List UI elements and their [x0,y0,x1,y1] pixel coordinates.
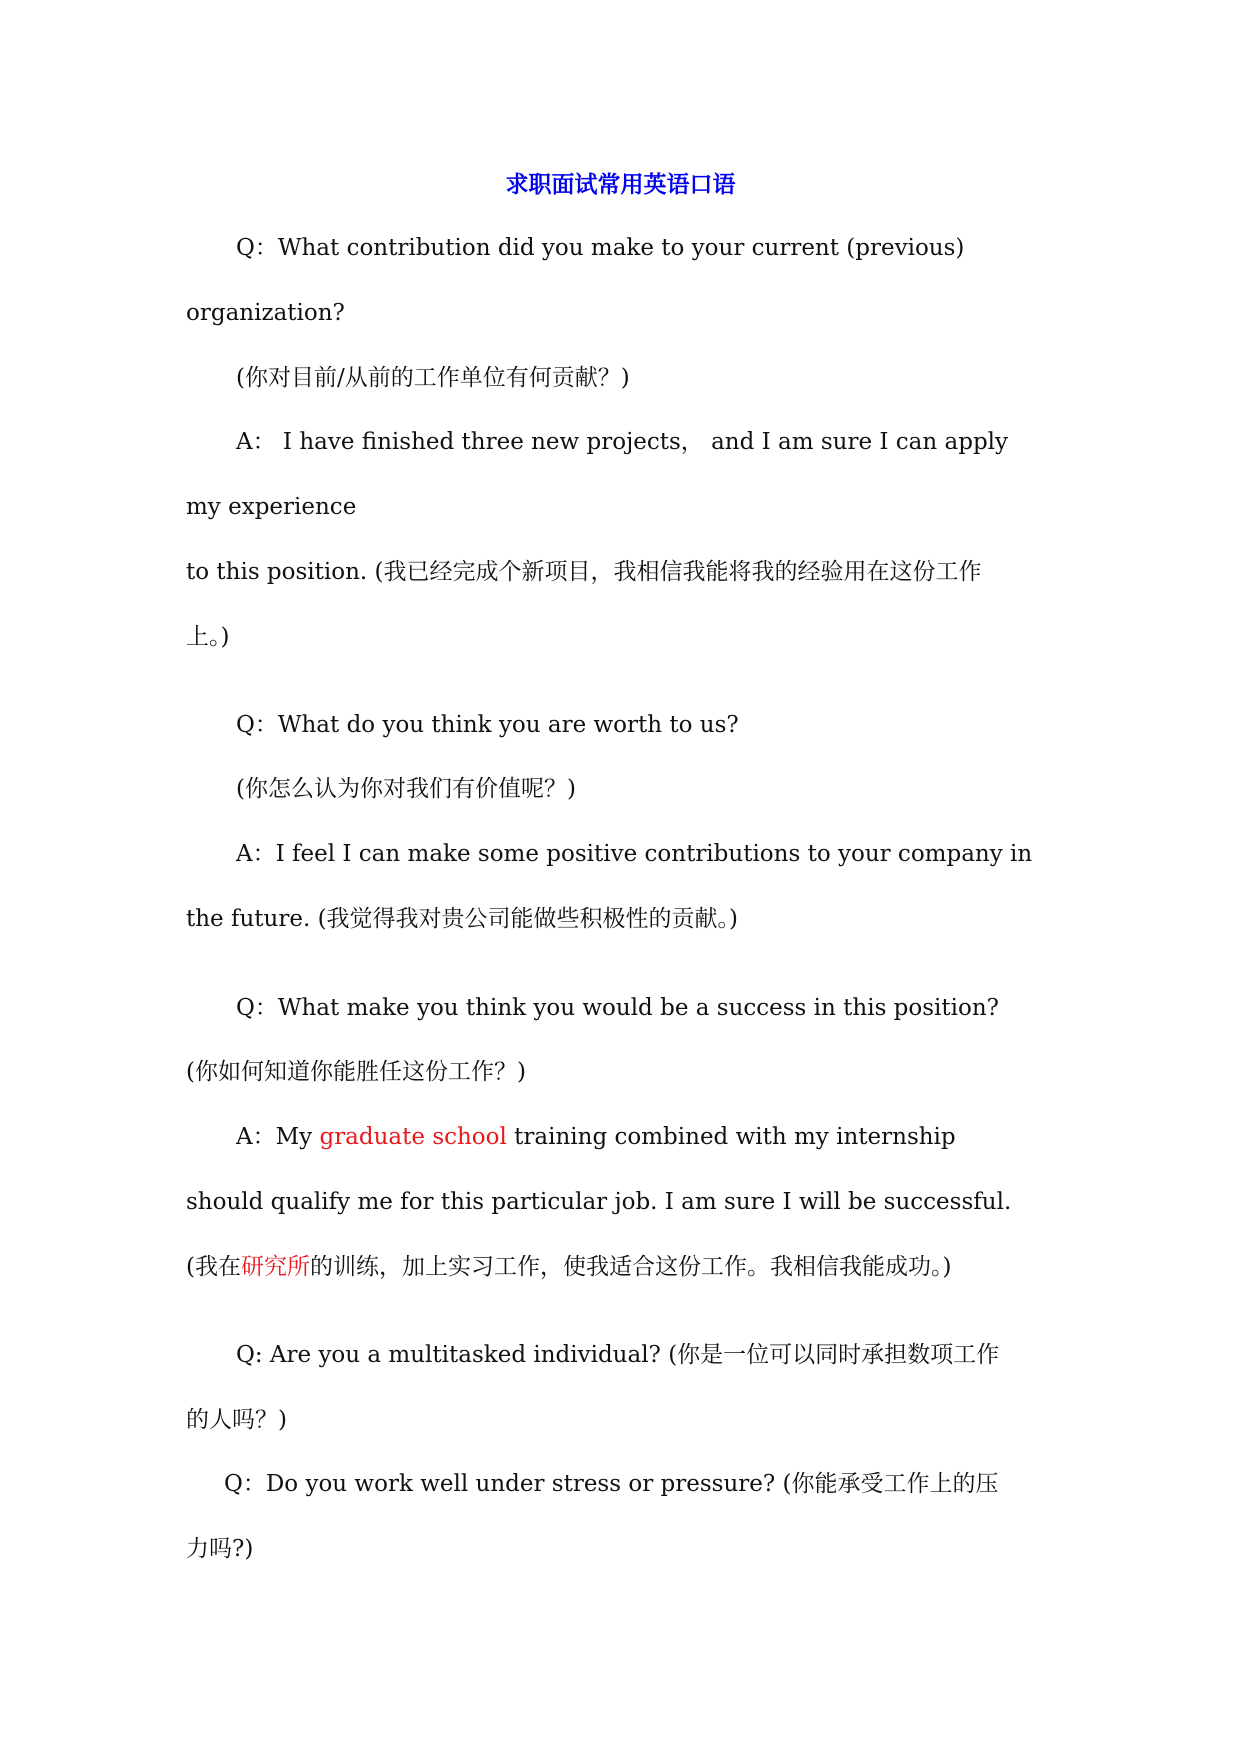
answer-1-continued-2: to this position. (我已经完成个新项目，我相信我能将我的经验用在这份工作 [186,559,982,585]
highlighted-translation: 研究所 [240,1254,310,1280]
question-5-continued: 力吗?) [186,1536,254,1562]
question-2-text: Q：What do you think you are worth to us? [236,712,739,738]
answer-3-prefix: A：My [236,1124,320,1150]
answer-3-suffix: training combined with my internship [506,1124,956,1150]
question-2-translation: (你怎么认为你对我们有价值呢？) [236,776,576,802]
answer-1-continued: my experience [186,494,357,520]
question-1-text: Q：What contribution did you make to your current (previous) [236,235,965,261]
question-5-text: Q：Do you work well under stress or pressure? (你能承受工作上的压 [224,1471,999,1497]
answer-2-text: A：I feel I can make some positive contributions to your company in [236,841,1033,867]
question-1-translation: (你对目前/从前的工作单位有何贡献？) [236,365,630,391]
question-3-text: Q：What make you think you would be a success in this position? [236,995,999,1021]
highlighted-phrase: graduate school [319,1124,507,1150]
answer-3-translation-prefix: (我在 [186,1254,241,1280]
answer-1-text: A： I have finished three new projects， and I am sure I can apply [236,429,1009,455]
answer-1-continued-3: 上。) [186,624,230,650]
question-1-continued: organization? [186,300,345,326]
answer-2-continued: the future. (我觉得我对贵公司能做些积极性的贡献。) [186,906,739,932]
answer-3-translation [186,1252,951,1282]
question-4-text: Q: Are you a multitasked individual? (你是一位可以同时承担数项工作 [236,1342,1000,1368]
question-4-continued: 的人吗？) [186,1407,287,1433]
answer-3-text [236,1122,956,1152]
document-title: 求职面试常用英语口语 [505,171,736,198]
answer-3-continued: should qualify me for this particular job. I am sure I will be successful. [186,1189,1012,1215]
answer-3-translation-suffix: 的训练，加上实习工作，使我适合这份工作。我相信我能成功。) [309,1254,952,1280]
question-3-translation: (你如何知道你能胜任这份工作？) [186,1059,526,1085]
